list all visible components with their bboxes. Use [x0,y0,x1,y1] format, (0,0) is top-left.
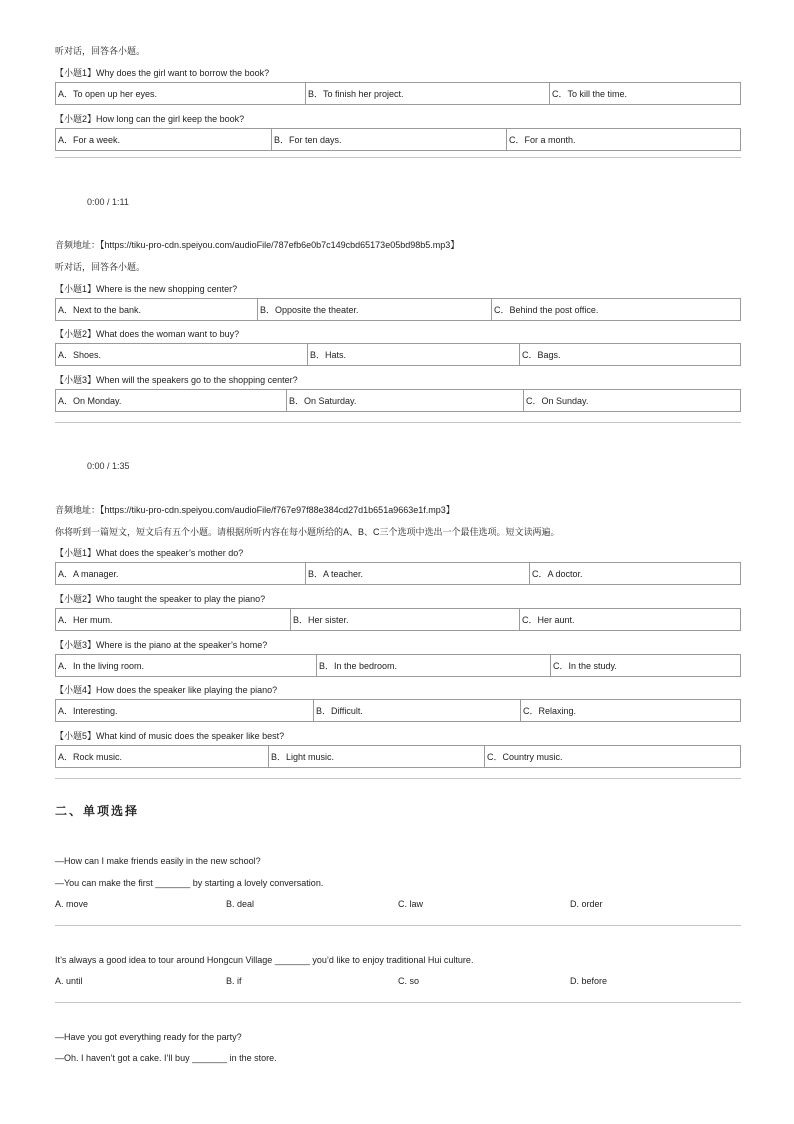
options-table [55,343,741,366]
divider [55,1002,741,1003]
question-stem: 【小题2】What does the woman want to buy? [55,329,240,339]
option-b[interactable]: B．On Saturday. [286,390,523,411]
question-line: —You can make the first _______ by starting a lovely conversation. [55,878,324,888]
choice-c[interactable]: C. so [398,976,420,986]
option-b[interactable]: B．Difficult. [313,700,520,721]
option-a[interactable]: A．To open up her eyes. [58,89,158,99]
choice-b[interactable]: B. if [226,976,242,986]
divider [55,778,741,779]
option-b[interactable]: B．Light music. [268,746,484,767]
choice-c[interactable]: C. law [398,899,424,909]
option-a[interactable]: A．A manager. [58,569,119,579]
divider [55,925,741,926]
options-table [55,128,741,151]
option-c[interactable]: C．Behind the post office. [491,299,740,320]
option-b[interactable]: B．Her sister. [290,609,519,630]
audio-address: 音频地址：【https://tiku-pro-cdn.speiyou.com/audioFile/f767e97f88e384cd27d1b651a9663e1f.mp3】 [55,505,455,515]
question-line: —Oh. I haven’t got a cake. I’ll buy _______ in the store. [55,1053,277,1063]
options-table [55,389,741,412]
question-stem: 【小题1】What does the speaker’s mother do? [55,548,244,558]
option-c[interactable]: C．A doctor. [529,563,740,584]
question-stem: 【小题2】How long can the girl keep the book? [55,114,245,124]
instruction-3: 你将听到一篇短文，短文后有五个小题。请根据所听内容在每小题所给的A、B、C三个选项中选出一个最佳选项。短文读两遍。 [55,527,560,537]
choice-d[interactable]: D. order [570,899,603,909]
options-table [55,654,741,677]
options-table [55,745,741,768]
option-b[interactable]: B．To finish her project. [305,83,549,104]
option-c[interactable]: C．Her aunt. [519,609,740,630]
choice-b[interactable]: B. deal [226,899,255,909]
question-line: —Have you got everything ready for the party? [55,1032,242,1042]
option-b[interactable]: B．Hats. [307,344,519,365]
question-stem: 【小题1】Why does the girl want to borrow the book? [55,68,270,78]
option-c[interactable]: C．Country music. [484,746,740,767]
option-a[interactable]: A．Shoes. [58,350,102,360]
question-line: It’s always a good idea to tour around Hongcun Village _______ you’d like to enjoy traditional Hui culture. [55,955,474,965]
option-a[interactable]: A．On Monday. [58,396,122,406]
question-line: —How can I make friends easily in the new school? [55,856,261,866]
option-a[interactable]: A．In the living room. [58,661,145,671]
options-table [55,82,741,105]
option-a[interactable]: A．Next to the bank. [58,305,142,315]
option-c[interactable]: C．For a month. [506,129,740,150]
audio-player-time[interactable]: 0:00 / 1:11 [87,197,129,207]
divider [55,157,741,158]
choice-d[interactable]: D. before [570,976,608,986]
question-stem: 【小题1】Where is the new shopping center? [55,284,238,294]
option-b[interactable]: B．Opposite the theater. [257,299,491,320]
choice-a[interactable]: A. until [55,976,83,986]
options-table [55,608,741,631]
option-a[interactable]: A．Her mum. [58,615,113,625]
audio-player-time[interactable]: 0:00 / 1:35 [87,461,130,471]
section-title: 二、单项选择 [55,804,140,818]
instruction-2: 听对话，回答各小题。 [55,262,146,272]
option-b[interactable]: B．A teacher. [305,563,529,584]
question-stem: 【小题5】What kind of music does the speaker like best? [55,731,285,741]
options-table [55,298,741,321]
audio-address: 音频地址：【https://tiku-pro-cdn.speiyou.com/audioFile/787efb6e0b7c149cbd65173e05bd98b5.mp3】 [55,240,460,250]
option-c[interactable]: C．Bags. [519,344,740,365]
option-c[interactable]: C．Relaxing. [520,700,740,721]
question-stem: 【小题3】Where is the piano at the speaker’s home? [55,640,268,650]
option-a[interactable]: A．Rock music. [58,752,123,762]
options-table [55,699,741,722]
choice-a[interactable]: A. move [55,899,89,909]
option-a[interactable]: A．For a week. [58,135,121,145]
option-c[interactable]: C．In the study. [550,655,740,676]
instruction-1: 听对话，回答各小题。 [55,46,146,56]
question-stem: 【小题2】Who taught the speaker to play the piano? [55,594,266,604]
option-b[interactable]: B．For ten days. [271,129,506,150]
option-c[interactable]: C．On Sunday. [523,390,740,411]
options-table [55,562,741,585]
option-b[interactable]: B．In the bedroom. [316,655,550,676]
option-c[interactable]: C．To kill the time. [549,83,740,104]
option-a[interactable]: A．Interesting. [58,706,118,716]
question-stem: 【小题4】How does the speaker like playing the piano? [55,685,278,695]
divider [55,422,741,423]
question-stem: 【小题3】When will the speakers go to the shopping center? [55,375,298,385]
